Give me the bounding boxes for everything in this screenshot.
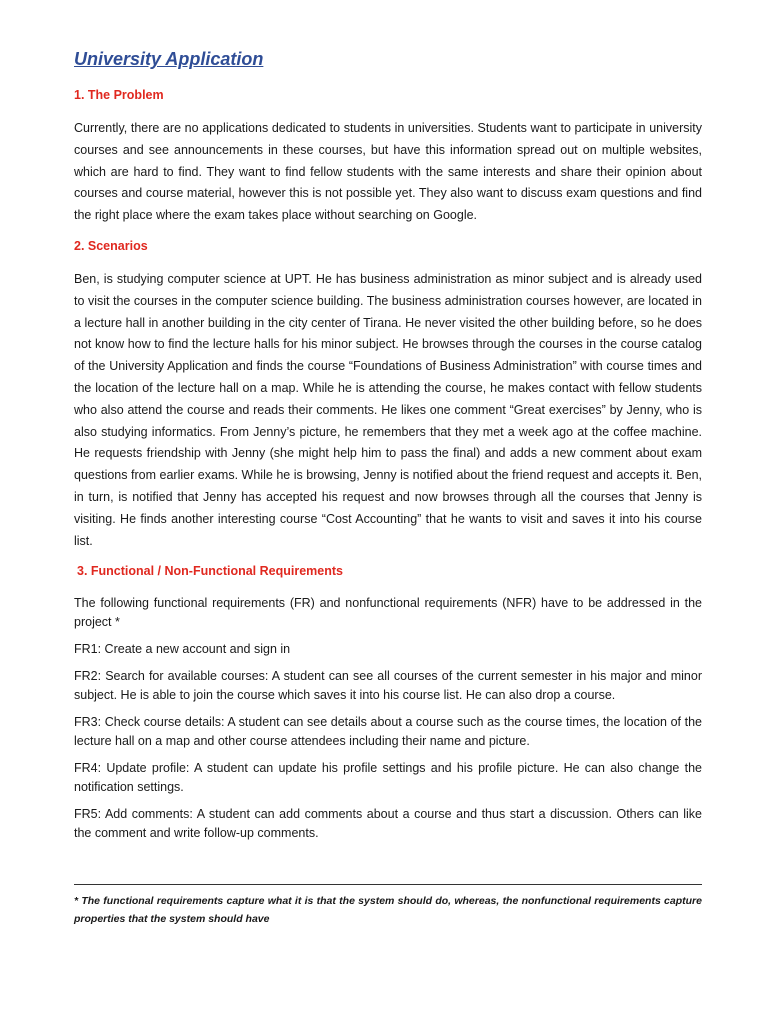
requirement-fr3: FR3: Check course details: A student can see details about a course such as the course times, the location of the lecture hall on a map and other course attendees including their name and picture. [74, 715, 702, 749]
requirement-fr4: FR4: Update profile: A student can update his profile settings and his profile picture. He can also change the notification settings. [74, 761, 702, 795]
scenarios-paragraph: Ben, is studying computer science at UPT. He has business administration as minor subject and is already used to visit the courses in the computer science building. The business administration courses however, are located in a lecture hall in another building in the city center of Tirana. He never visited the other building before, so he does not know how to find the lecture halls for his minor subject. He browses through the courses in the course catalog of the University Application and finds the course “Foundations of Business Administration” with course times and the location of the lecture hall on a map. While he is attending the course, he makes contact with fellow students who also attend the course and reads their comments. He likes one comment “Great exercises” by Jenny, who is also studying informatics. From Jenny’s picture, he remembers that they met a week ago at the coffee machine. He requests friendship with Jenny (she might help him to pass the final) and adds a new comment about exam questions from earlier exams. While he is browsing, Jenny is notified about the friend request and accepts it. Ben, in turn, is notified that Jenny has accepted his request and now browses through all the courses that Jenny is visiting. He finds another interesting course “Cost Accounting” that he wants to visit and saves it into his course list. [74, 271, 702, 548]
requirement-fr1: FR1: Create a new account and sign in [74, 642, 291, 657]
problem-heading: 1. The Problem [74, 88, 164, 102]
scenarios-heading: 2. Scenarios [74, 238, 148, 253]
requirement-fr2: FR2: Search for available courses: A student can see all courses of the current semester in his major and minor subject. He is able to join the course which saves it into his course list. He can also drop a course. [74, 669, 702, 703]
document-body [74, 46, 702, 851]
requirements-heading: 3. Functional / Non-Functional Requirements [77, 564, 343, 579]
footnote-divider [74, 884, 702, 885]
requirement-fr5: FR5: Add comments: A student can add comments about a course and thus start a discussion. Others can like the comment and write follow-up comments. [74, 807, 702, 841]
footnote: * The functional requirements capture what it is that the system should do, whereas, the nonfunctional requirements capture properties that the system should have [74, 895, 702, 925]
requirements-intro: The following functional requirements (FR) and nonfunctional requirements (NFR) have to be addressed in the project * [74, 596, 702, 630]
document-title: University Application [74, 49, 264, 69]
problem-paragraph: Currently, there are no applications dedicated to students in universities. Students want to participate in university courses and see announcements in these courses, but have this information spread out on multiple websites, which are hard to find. They want to find fellow students with the same interests and share their opinion about courses and course material, however this is not possible yet. They also want to discuss exam questions and find the right place where the exam takes place without searching on Google. [74, 121, 702, 223]
